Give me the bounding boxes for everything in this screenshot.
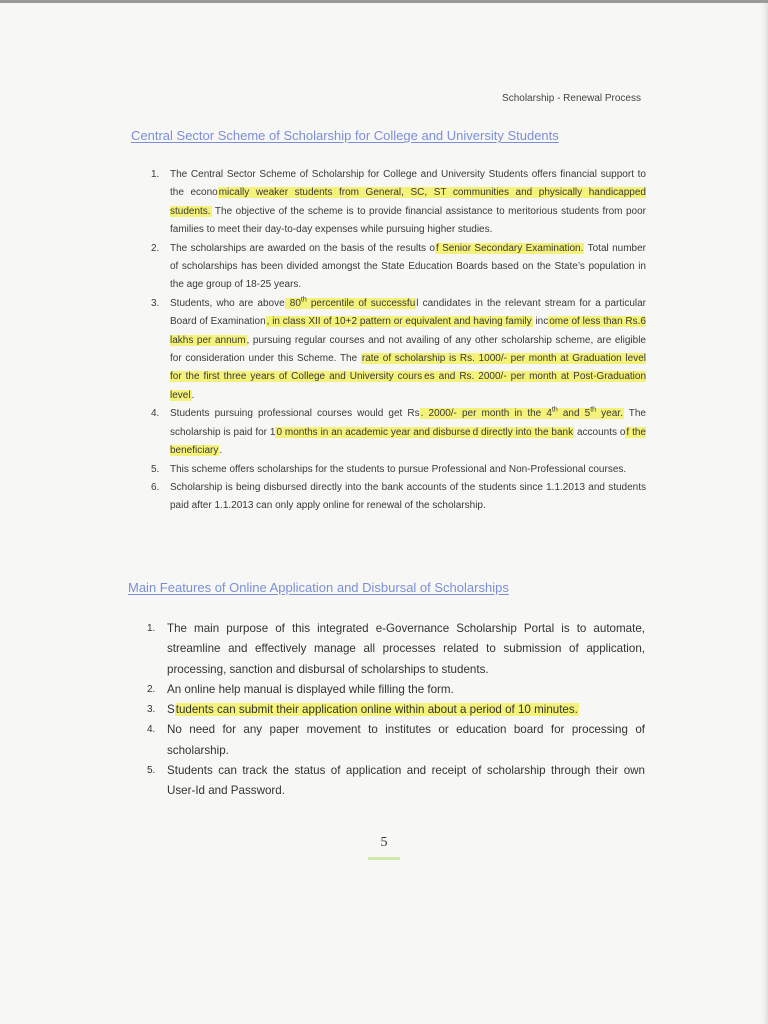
section-heading-scheme: Central Sector Scheme of Scholarship for College and University Students	[131, 128, 559, 143]
list-number: 4.	[147, 724, 156, 736]
list-item	[151, 405, 646, 460]
item-text: The scholarships are awarded on the basis of the results o	[170, 242, 435, 254]
section-heading-features: Main Features of Online Application and Disbursal of Scholarships	[128, 580, 509, 595]
ordinal-suffix: th	[551, 406, 558, 414]
list-item	[147, 700, 645, 720]
page-number: 5	[368, 835, 400, 860]
item-text: l candidates in the relevant stream for a particular Board of Examination	[170, 297, 647, 328]
highlight-part: . 2000/- per month in the 4	[420, 408, 552, 420]
highlighted-text: es and Rs. 2000/- per month at Post-Graduation level	[170, 371, 647, 401]
highlighted-text	[420, 408, 624, 419]
item-text: , pursuing regular courses and not availing of any other scholarship scheme, are eligible for consideration under this Scheme. The	[170, 334, 646, 365]
scheme-list	[151, 166, 647, 516]
list-item	[151, 479, 646, 516]
item-text: inc	[532, 316, 549, 328]
list-number: 6.	[151, 481, 160, 493]
highlight-part: 80	[285, 297, 301, 309]
highlight-part: and 5	[557, 408, 591, 420]
list-item	[151, 295, 647, 405]
highlighted-text: rate of scholarship is Rs. 1000/- per month at Graduation level for the first three years of College and University cours	[170, 353, 646, 383]
list-number: 5.	[147, 765, 156, 777]
highlight-part: percentile of successfu	[306, 297, 416, 309]
item-text: Students, who are above	[170, 297, 285, 309]
item-text: The Central Sector Scheme of Scholarship for College and University Students offers financial support to the econo	[170, 169, 646, 199]
features-list	[147, 619, 645, 802]
highlighted-text: mically weaker students from General, SC, ST communities and physically handicapped students.	[170, 187, 646, 217]
item-text: .	[219, 445, 223, 457]
list-item	[151, 461, 646, 479]
item-text: The scholarship is paid for 1	[170, 408, 646, 438]
item-text: S	[167, 703, 175, 717]
list-number: 4.	[151, 408, 160, 420]
item-text: Students pursuing professional courses would get Rs	[170, 408, 420, 420]
item-text: The objective of the scheme is to provide financial assistance to meritorious students from poor families to meet their day-to-day expenses while pursuing higher studies.	[170, 205, 646, 236]
list-number: 2.	[147, 683, 156, 695]
list-item	[147, 680, 645, 700]
item-text: accounts o	[574, 426, 626, 438]
list-item	[147, 619, 645, 680]
highlighted-text: d directly into the bank	[472, 426, 574, 438]
list-number: 1.	[147, 623, 156, 634]
list-item	[151, 166, 646, 240]
item-text: Students can track the status of application and receipt of scholarship through their own User-Id and Password.	[167, 764, 645, 798]
highlighted-text: f the beneficiary	[170, 426, 646, 457]
ordinal-suffix: th	[300, 296, 307, 304]
list-number: 5.	[151, 463, 160, 475]
highlighted-text: ome of less than Rs.6 lakhs per annum	[170, 316, 646, 346]
highlight-part: year.	[596, 408, 623, 420]
list-number: 1.	[151, 169, 160, 180]
list-item	[147, 761, 645, 802]
list-item	[151, 240, 646, 295]
highlighted-text: f Senior Secondary Examination.	[435, 242, 584, 254]
list-number: 3.	[151, 297, 160, 309]
item-text: Total number of scholarships has been divided amongst the State Education Boards based on the State’s population in the age group of 18-25 years.	[170, 242, 646, 291]
highlighted-text: tudents can submit their application online within about a period of 10 minutes.	[175, 703, 578, 717]
item-text: This scheme offers scholarships for the students to pursue Professional and Non-Professional courses.	[170, 463, 627, 475]
highlighted-text	[285, 298, 417, 309]
running-header: Scholarship - Renewal Process	[502, 93, 641, 104]
item-text: .	[191, 389, 195, 401]
list-number: 3.	[147, 704, 156, 716]
item-text: An online help manual is displayed while filling the form.	[167, 682, 454, 696]
item-text: Scholarship is being disbursed directly into the bank accounts of the students since 1.1.2013 and students paid after 1.1.2013 can only apply online for renewal of the scholarship.	[170, 481, 646, 512]
list-number: 2.	[151, 242, 160, 254]
list-item	[147, 720, 645, 761]
item-text: The main purpose of this integrated e-Governance Scholarship Portal is to automate, streamline and effectively manage all processes related to submission of application, processing, sanction and disbursal of scholarships to students.	[167, 622, 645, 676]
highlighted-text: 0 months in an academic year and disburse	[276, 426, 471, 438]
highlighted-text: , in class XII of 10+2 pattern or equivalent and having family	[266, 316, 532, 328]
item-text: No need for any paper movement to institutes or education board for processing of scholarship.	[167, 723, 645, 757]
ordinal-suffix: th	[590, 406, 597, 414]
